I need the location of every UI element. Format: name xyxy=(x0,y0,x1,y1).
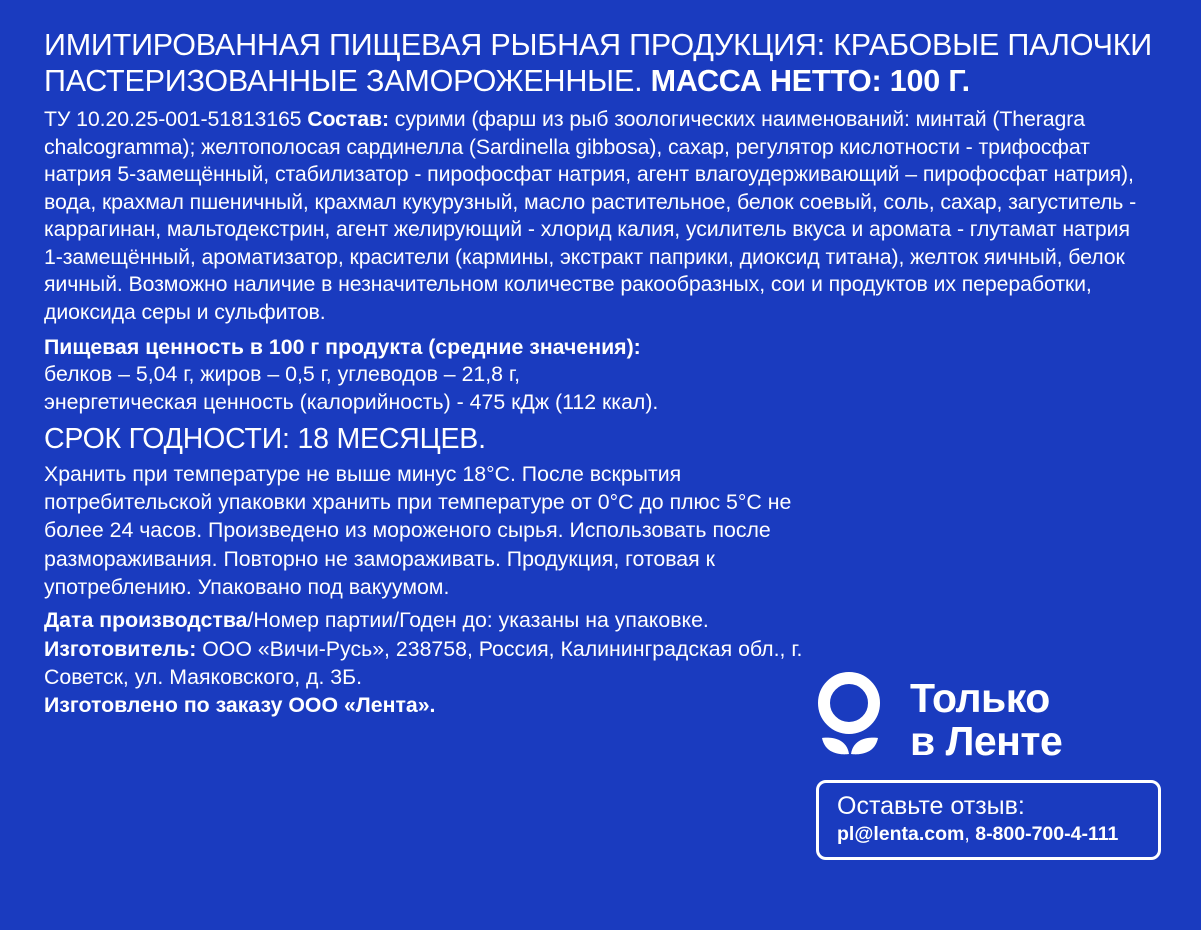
title-line-2: ПАСТЕРИЗОВАННЫЕ ЗАМОРОЖЕННЫЕ. xyxy=(44,63,651,98)
review-box xyxy=(816,780,1161,860)
brand-block xyxy=(816,672,1161,860)
order-by-text: Изготовлено по заказу ООО «Лента». xyxy=(44,693,436,718)
review-phone: 8-800-700-4-111 xyxy=(975,822,1119,845)
production-date-label: Дата производства xyxy=(44,608,248,633)
brand-name-line-1: Только xyxy=(910,675,1050,722)
manufacturer-address: ООО «Вичи-Русь», 238758, Россия, Калининградская обл., г. Советск, ул. Маяковского, д. 3Б. xyxy=(44,636,803,689)
review-contacts xyxy=(837,823,1144,846)
brand-name xyxy=(910,677,1062,762)
brand-row xyxy=(816,672,1161,768)
brand-name-line-2: в Ленте xyxy=(910,718,1063,764)
production-date-rest: /Номер партии/Годен до: указаны на упаковке. xyxy=(247,608,709,633)
nutrition-heading: Пищевая ценность в 100 г продукта (средние значения): xyxy=(44,334,641,359)
lenta-logo-icon xyxy=(816,672,894,768)
page-title xyxy=(44,28,1157,100)
nutrition-values xyxy=(44,361,1157,416)
nutrition-line-1: белков – 5,04 г, жиров – 0,5 г, углеводов – 21,8 г, xyxy=(44,362,521,387)
ingredients-paragraph xyxy=(44,106,1149,327)
net-weight: МАССА НЕТТО: 100 Г. xyxy=(650,63,970,98)
logo-ring-shape xyxy=(818,672,880,734)
storage-instructions: Хранить при температуре не выше минус 18°C. После вскрытия потребительской упаковки хранить при температуре от 0°C до плюс 5°C не более 24 часов. Произведено из мороженого сырья. Использовать после размораживания. Повторно не замораживать. Продукция, готовая к употреблению. Упаковано под вакуумом. xyxy=(44,461,792,600)
title-line-1: ИМИТИРОВАННАЯ ПИЩЕВАЯ РЫБНАЯ ПРОДУКЦИЯ: КРАБОВЫЕ ПАЛОЧКИ xyxy=(44,28,1152,62)
composition-text: сурими (фарш из рыб зоологических наименований: минтай (Theragra chalcogramma); желтополосая сардинелла (Sardinella gibbosa), сахар, регулятор кислотности - трифосфат натрия 5-замещённый, стабилизатор - пирофосфат натрия, агент влагоудерживающий – пирофосфат натрия), вода, крахмал пшеничный, крахмал кукурузный, масло растительное, белок соевый, соль, сахар, загуститель - каррагинан, мальтодекстрин, агент желирующий - хлорид калия, усилитель вкуса и аромата - глутамат натрия 1-замещённый, ароматизатор, красители (кармины, экстракт паприки, диоксид титана), желток яичный, белок яичный. Возможно наличие в незначительном количестве ракообразных, сои и продуктов их переработки, диоксида серы и сульфитов. xyxy=(44,106,1137,325)
shelf-life-heading: СРОК ГОДНОСТИ: 18 МЕСЯЦЕВ. xyxy=(44,422,486,455)
nutrition-line-2: энергетическая ценность (калорийность) - 475 кДж (112 ккал). xyxy=(44,389,659,414)
review-email: pl@lenta.com xyxy=(837,822,965,845)
manufacturer-info xyxy=(44,606,804,719)
composition-label: Состав: xyxy=(307,106,389,131)
manufacturer-label: Изготовитель: xyxy=(44,636,197,661)
tu-code: ТУ 10.20.25-001-51813165 xyxy=(44,106,308,131)
review-title: Оставьте отзыв: xyxy=(837,792,1025,820)
review-separator: , xyxy=(964,822,976,845)
